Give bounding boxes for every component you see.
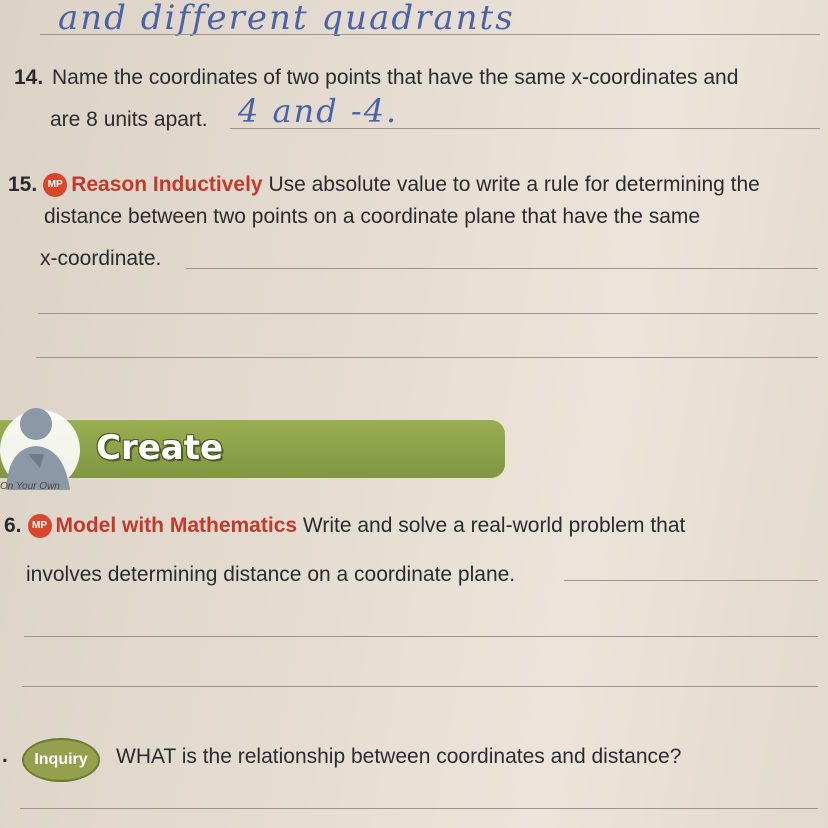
question-17-answer-line[interactable] <box>20 808 818 809</box>
question-16-number: 6. <box>4 514 22 537</box>
on-your-own-label: On Your Own <box>0 481 60 492</box>
question-15-text-line1: Use absolute value to write a rule for determining the <box>268 173 760 196</box>
inquiry-badge-icon: Inquiry <box>22 738 100 782</box>
question-15-answer-line-3[interactable] <box>36 357 818 358</box>
question-16-skill: Model with Mathematics <box>55 514 298 537</box>
question-14-handwritten-answer: 4 and -4. <box>238 92 399 130</box>
handwritten-answer-top: and different quadrants <box>58 0 515 38</box>
answer-line <box>40 34 820 35</box>
question-15-text-line3: x-coordinate. <box>40 247 162 270</box>
question-17-text: WHAT is the relationship between coordinates and distance? <box>116 745 682 768</box>
question-16-answer-line-3[interactable] <box>22 686 818 687</box>
mp-badge-icon: MP <box>43 173 67 197</box>
question-15-answer-line-2[interactable] <box>38 313 818 314</box>
question-14-number: 14. <box>14 66 44 89</box>
question-14-answer-line[interactable] <box>230 128 820 129</box>
question-17-number: . <box>2 744 8 767</box>
question-15-skill: Reason Inductively <box>71 173 263 196</box>
question-15-line1 <box>8 173 760 197</box>
question-16-answer-line-1[interactable] <box>564 580 818 581</box>
question-14-text-line1: Name the coordinates of two points that have the same x-coordinates and <box>52 66 739 89</box>
mp-badge-icon: MP <box>28 514 52 538</box>
student-avatar-icon <box>0 398 82 490</box>
question-15-number: 15. <box>8 173 38 196</box>
question-14-text-line2: are 8 units apart. <box>50 108 208 131</box>
question-15-answer-line-1[interactable] <box>186 268 818 269</box>
create-banner-label: Create <box>96 428 224 468</box>
question-16-text-line1: Write and solve a real-world problem that <box>302 514 686 537</box>
question-16-text-line2: involves determining distance on a coordinate plane. <box>26 563 516 586</box>
question-16-line1 <box>4 514 685 538</box>
question-15-text-line2: distance between two points on a coordinate plane that have the same <box>44 205 701 228</box>
question-16-answer-line-2[interactable] <box>24 636 818 637</box>
